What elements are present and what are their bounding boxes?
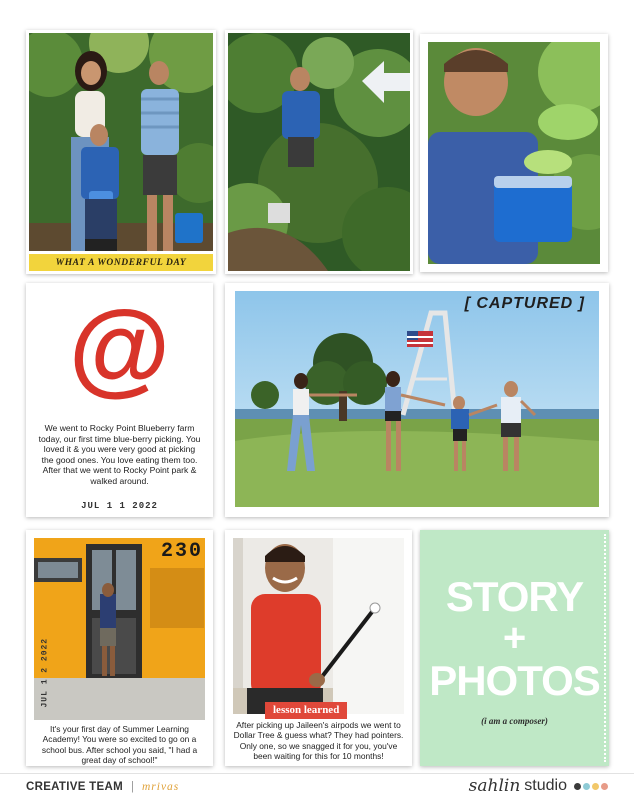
boy-with-bucket-photo xyxy=(428,42,600,264)
school-bus-card xyxy=(26,530,213,766)
credits-separator: | xyxy=(130,781,134,793)
bucket-photo-card xyxy=(420,34,608,272)
brand-dots xyxy=(574,783,608,790)
wonderful-day-banner: WHAT A WONDERFUL DAY xyxy=(29,254,213,271)
brand-dot-1 xyxy=(574,783,581,790)
brand-logo xyxy=(469,774,608,798)
bus-date-stamp: JUL 1 2 2022 xyxy=(40,637,50,708)
bus-journal-text: It's your first day of Summer Learning Academy! You were so excited to go on a school bus. After school you said, "I had a great day of school!" xyxy=(41,724,198,766)
story-photos-title-card xyxy=(420,530,609,766)
captured-label: [ CAPTURED ] xyxy=(464,295,585,312)
title-subtitle: (i am a composer) xyxy=(481,716,548,726)
bus-number: 230 xyxy=(160,540,203,563)
park-kids-holding-hands-photo xyxy=(235,291,599,507)
lesson-learned-label: lesson learned xyxy=(265,702,347,719)
story-text-card xyxy=(26,283,213,517)
lesson-learned-card xyxy=(225,530,412,766)
school-bus-photo xyxy=(34,538,205,720)
brand-word: studio xyxy=(524,777,567,794)
title-story: STORY xyxy=(445,573,584,620)
captured-photo-card xyxy=(225,283,609,517)
title-plus: + xyxy=(502,616,527,660)
brand-dot-3 xyxy=(592,783,599,790)
title-photos: PHOTOS xyxy=(429,657,600,704)
lesson-journal-text: After picking up Jaileen's airpods we went to Dollar Tree & guess what? They had pointers. Only one, so we snagged it for you, you've been waiting for this for 10 months! xyxy=(233,720,404,762)
at-symbol-icon: @ xyxy=(68,290,171,406)
story-date-stamp: JUL 1 1 2022 xyxy=(81,501,158,511)
brand-dot-4 xyxy=(601,783,608,790)
creative-team-label: CREATIVE TEAM xyxy=(26,781,123,793)
footer-credits xyxy=(26,780,179,794)
bushes-photo-card xyxy=(225,30,413,274)
family-blueberry-photo xyxy=(29,33,213,251)
boy-with-pointer-photo xyxy=(233,538,404,714)
story-journal-text: We went to Rocky Point Blueberry farm today, our first time blue-berry picking. You loved it & you were very good at picking the good ones. You love eating them too. After that we went to Rocky Point park & walked around. xyxy=(38,423,201,486)
family-photo-card xyxy=(26,30,216,274)
member-name: mrivas xyxy=(141,781,180,793)
brand-dot-2 xyxy=(583,783,590,790)
boy-in-bushes-photo xyxy=(228,33,410,271)
brand-script: sahlin xyxy=(468,776,521,796)
